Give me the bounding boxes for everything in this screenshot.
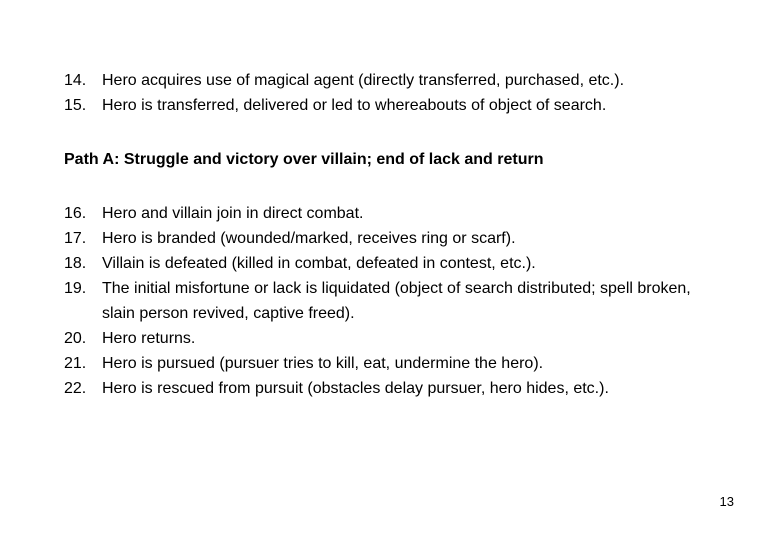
list-item	[64, 351, 722, 376]
item-text: Villain is defeated (killed in combat, defeated in contest, etc.).	[102, 255, 536, 272]
section-heading: Path A: Struggle and victory over villain; end of lack and return	[64, 151, 544, 168]
list-item	[64, 376, 722, 401]
item-text: Hero acquires use of magical agent (directly transferred, purchased, etc.).	[102, 72, 625, 89]
function-list-top	[64, 68, 722, 118]
page-number: 13	[719, 494, 734, 509]
item-number: 19.	[64, 280, 87, 297]
item-number: 15.	[64, 97, 87, 114]
item-number: 18.	[64, 255, 87, 272]
list-item	[64, 201, 722, 226]
list-item	[64, 326, 722, 351]
list-item	[64, 68, 722, 93]
item-text: Hero returns.	[102, 330, 196, 347]
item-number: 16.	[64, 205, 87, 222]
item-text: Hero and villain join in direct combat.	[102, 205, 364, 222]
item-text: The initial misfortune or lack is liquidated (object of search distributed; spell broken, slain person revived, captive freed).	[102, 280, 691, 322]
item-text: Hero is transferred, delivered or led to whereabouts of object of search.	[102, 97, 607, 114]
item-number: 20.	[64, 330, 87, 347]
list-item	[64, 251, 722, 276]
item-text: Hero is pursued (pursuer tries to kill, eat, undermine the hero).	[102, 355, 544, 372]
item-number: 14.	[64, 72, 87, 89]
item-text: Hero is branded (wounded/marked, receives ring or scarf).	[102, 230, 516, 247]
list-item	[64, 276, 722, 326]
item-number: 22.	[64, 380, 87, 397]
item-text: Hero is rescued from pursuit (obstacles delay pursuer, hero hides, etc.).	[102, 380, 609, 397]
item-number: 21.	[64, 355, 87, 372]
list-item	[64, 226, 722, 251]
item-number: 17.	[64, 230, 87, 247]
function-list-bottom	[64, 201, 722, 401]
list-item	[64, 93, 722, 118]
